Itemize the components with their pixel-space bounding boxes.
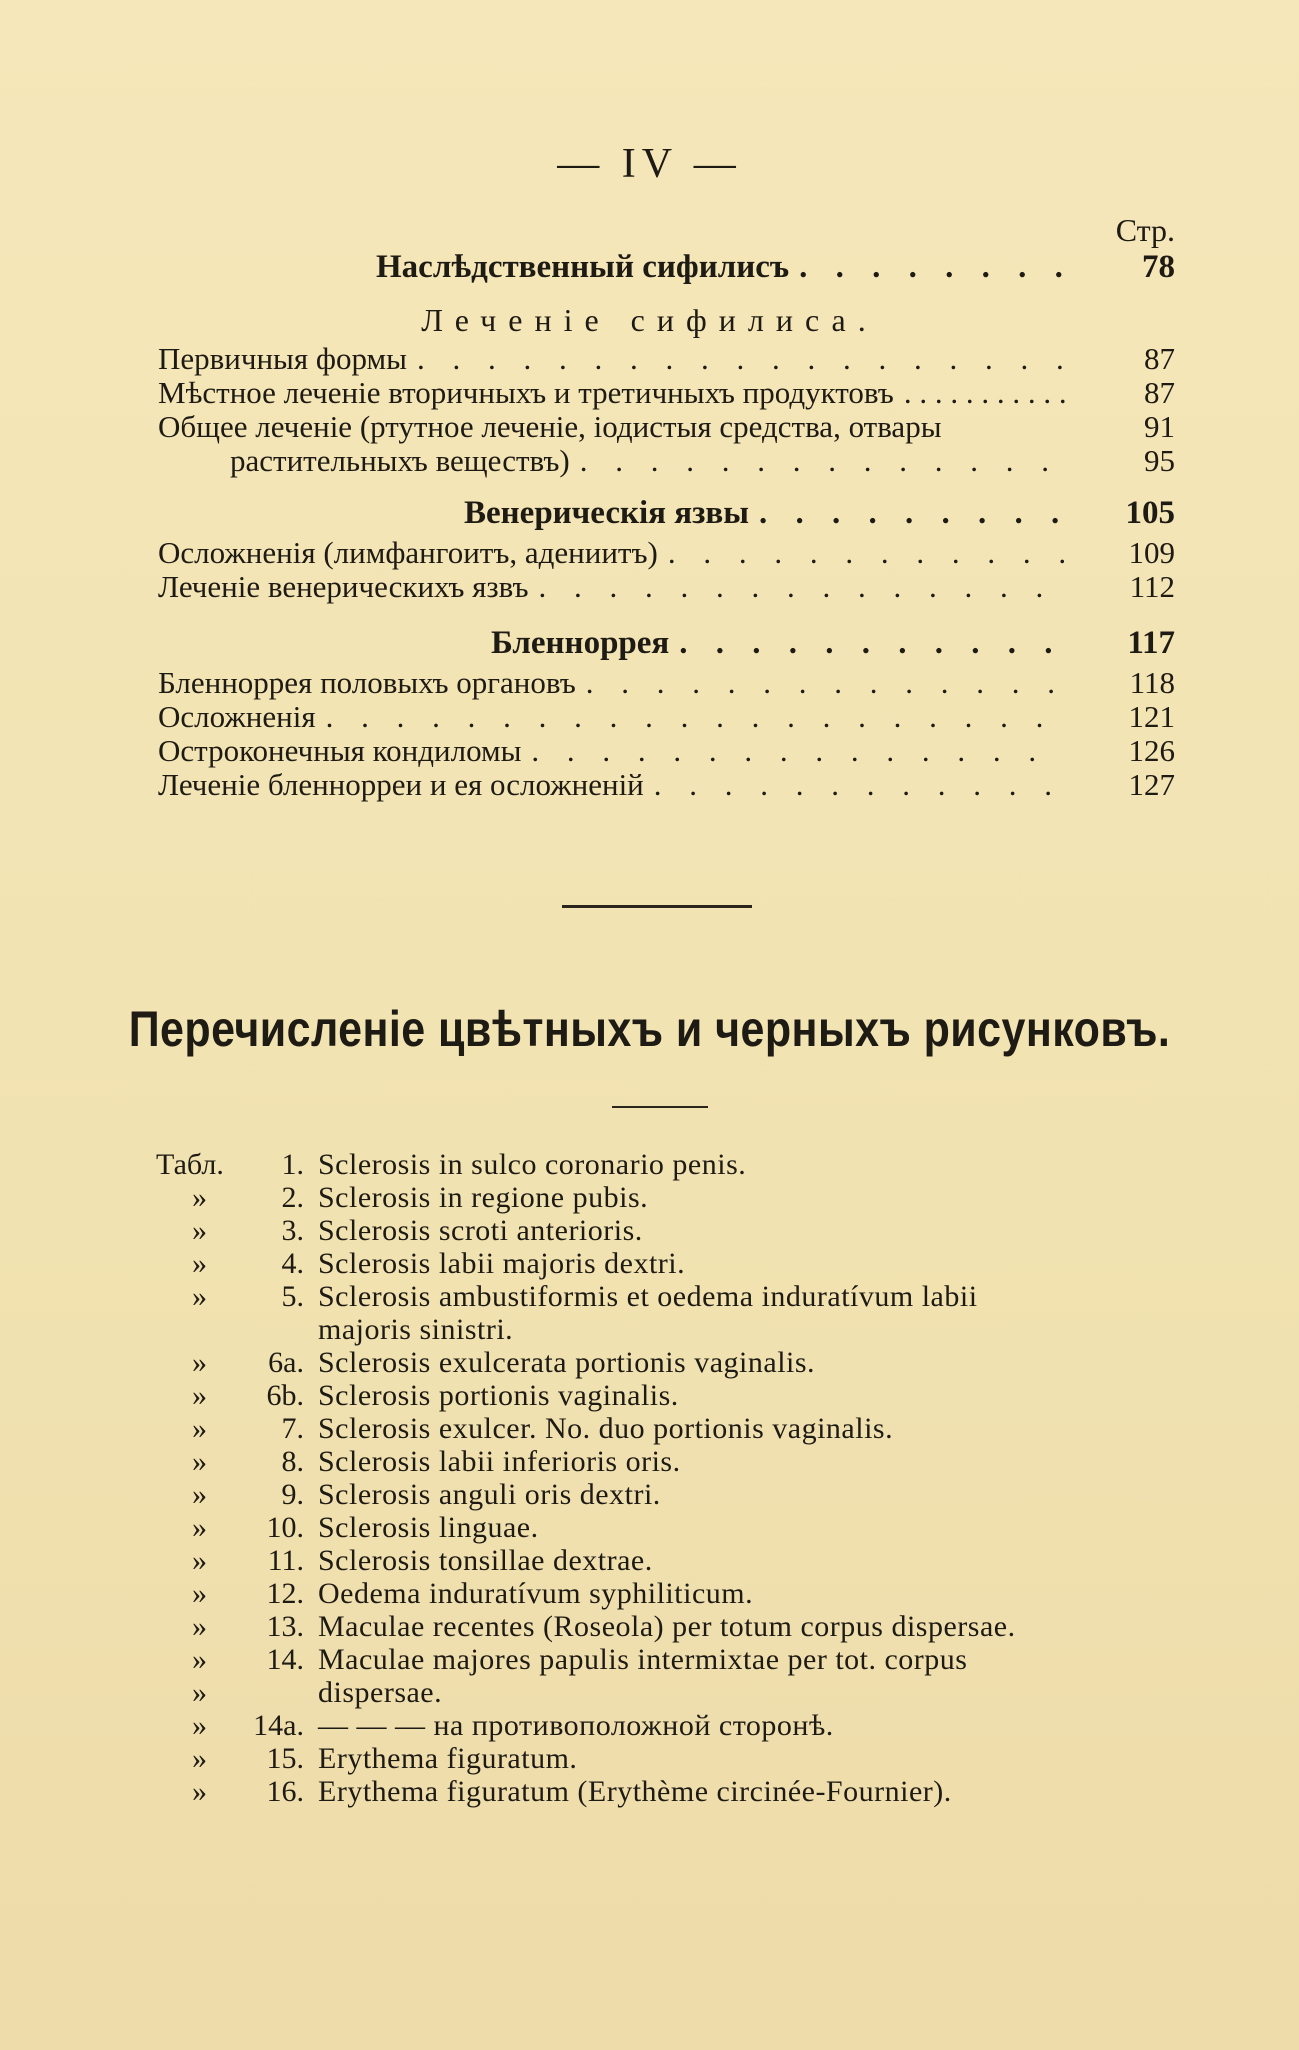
plate-title: Sclerosis anguli oris dextri. [318,1478,661,1511]
plate-number: 5. [281,1280,304,1313]
plate-number: 4. [281,1247,304,1280]
ditto-mark: » [192,1511,207,1544]
plate-entry [156,1643,1176,1676]
plate-number: 6a. [268,1346,304,1379]
plate-entry [156,1577,1176,1610]
page-column-label: Стр. [1115,212,1175,248]
plate-number: 9. [281,1478,304,1511]
ditto-mark [156,1313,240,1346]
ditto-mark: » [192,1346,207,1379]
ditto-mark: » [192,1577,207,1610]
ditto-mark: » [192,1181,207,1214]
ditto-mark: » [192,1478,207,1511]
plate-title-continuation: dispersae. [318,1676,443,1709]
plate-title-continuation: majoris sinistri. [318,1313,514,1346]
toc-entry: Леченіе венерическихъ язвъ . . . 112 [158,570,1175,604]
plate-entry [156,1709,1176,1742]
plate-number: 2. [281,1181,304,1214]
plate-title: Erythema figuratum. [318,1742,578,1775]
plate-title: Erythema figuratum (Erythème circinée-Fournier). [318,1775,952,1808]
toc-entry: Осложненія . . . 121 [158,700,1175,734]
toc-entry: Бленноррея половыхъ органовъ . . . 118 [158,666,1175,700]
plate-number: 13. [266,1610,304,1643]
toc-entry: Леченіе бленнорреи и ея осложненій . . . 127 [158,768,1175,802]
plate-entry [156,1214,1176,1247]
plate-title: Sclerosis labii majoris dextri. [318,1247,686,1280]
ditto-mark: » [192,1643,207,1676]
ditto-mark: » [192,1247,207,1280]
plate-title: Sclerosis scroti anterioris. [318,1214,643,1247]
toc-section-treatment [158,342,1175,478]
toc-heading-hereditary: Наслѣдственный сифилисъ . . . 78 [158,250,1175,284]
plate-entry [156,1610,1176,1643]
plate-entry [156,1379,1176,1412]
plate-entry-continuation [156,1313,1176,1346]
ditto-mark: » [192,1610,207,1643]
ditto-mark: » [192,1709,207,1742]
plate-title: Sclerosis exulcerata portionis vaginalis. [318,1346,816,1379]
plates-list [156,1148,1176,1808]
plate-number: 11. [267,1544,304,1577]
toc-entry: Остроконечныя кондиломы . . . 126 [158,734,1175,768]
plate-title: Oedema induratívum syphiliticum. [318,1577,754,1610]
toc-entry: Общее леченіе (ртутное леченіе, іодистыя средства, отвары 91 [158,410,1175,444]
plate-number: 3. [281,1214,304,1247]
plate-entry [156,1412,1176,1445]
toc-entry: Осложненія (лимфангоитъ, адениитъ) . . . 109 [158,536,1175,570]
toc-section-gonorrhea [158,626,1175,802]
plates-heading: Перечисленіе цвѣтныхъ и черныхъ рисунковъ. [128,1001,1171,1057]
plate-title: Sclerosis in regione pubis. [318,1181,649,1214]
ditto-mark: » [192,1742,207,1775]
plate-entry [156,1775,1176,1808]
plate-title: Sclerosis ambustiformis et oedema induratívum labii [318,1280,978,1313]
plate-number: 15. [266,1742,304,1775]
plate-number: 10. [266,1511,304,1544]
plate-number: 14. [266,1643,304,1676]
ditto-mark: » [192,1280,207,1313]
plate-number: 6b. [266,1379,304,1412]
plate-title: Sclerosis linguae. [318,1511,539,1544]
plate-label: Табл. [156,1148,224,1181]
ditto-mark: » [192,1379,207,1412]
toc-entry: растительныхъ веществъ) . . . 95 [158,444,1175,478]
plate-entry [156,1445,1176,1478]
ditto-mark: » [192,1544,207,1577]
section-divider [562,905,752,908]
plate-entry [156,1181,1176,1214]
plate-entry-continuation [156,1676,1176,1709]
plate-number-blank [240,1676,318,1709]
ditto-mark: » [192,1445,207,1478]
plate-title: — — — на противоположной сторонѣ. [318,1709,834,1742]
plate-title: Sclerosis exulcer. No. duo portionis vaginalis. [318,1412,894,1445]
toc-entry: Первичныя формы . . . 87 [158,342,1175,376]
plate-title: Maculae recentes (Roseola) per totum corpus dispersae. [318,1610,1016,1643]
toc-heading-gonorrhea: Бленноррея . . . 117 [158,626,1175,660]
plate-number: 12. [266,1577,304,1610]
plate-number: 1. [281,1148,304,1181]
plate-number: 14a. [253,1709,304,1742]
plate-title: Sclerosis labii inferioris oris. [318,1445,681,1478]
plate-title: Sclerosis portionis vaginalis. [318,1379,679,1412]
toc-section-hereditary [158,250,1175,284]
plate-entry [156,1511,1176,1544]
plate-entry [156,1478,1176,1511]
plate-entry [156,1742,1176,1775]
plate-number: 7. [281,1412,304,1445]
plate-entry [156,1544,1176,1577]
plate-title: Sclerosis in sulco coronario penis. [318,1148,747,1181]
toc-entry: Мѣстное леченіе вторичныхъ и третичныхъ продуктовъ . . . 87 [158,376,1175,410]
ditto-mark: » [192,1676,207,1709]
treatment-heading: Леченіе сифилиса. [421,302,878,338]
plate-entry [156,1247,1176,1280]
plate-entry [156,1346,1176,1379]
plate-entry [156,1148,1176,1181]
page-number: — IV — [557,141,742,187]
plate-number: 16. [266,1775,304,1808]
plate-title: Maculae majores papulis intermixtae per tot. corpus [318,1643,968,1676]
heading-underline [612,1106,708,1108]
ditto-mark: » [192,1412,207,1445]
plate-number: 8. [281,1445,304,1478]
plate-title: Sclerosis tonsillae dextrae. [318,1544,653,1577]
plate-number-blank [240,1313,318,1346]
plate-entry [156,1280,1176,1313]
toc-heading-venereal: Венерическія язвы . . . 105 [158,496,1175,530]
ditto-mark: » [192,1775,207,1808]
ditto-mark: » [192,1214,207,1247]
toc-section-venereal [158,496,1175,604]
